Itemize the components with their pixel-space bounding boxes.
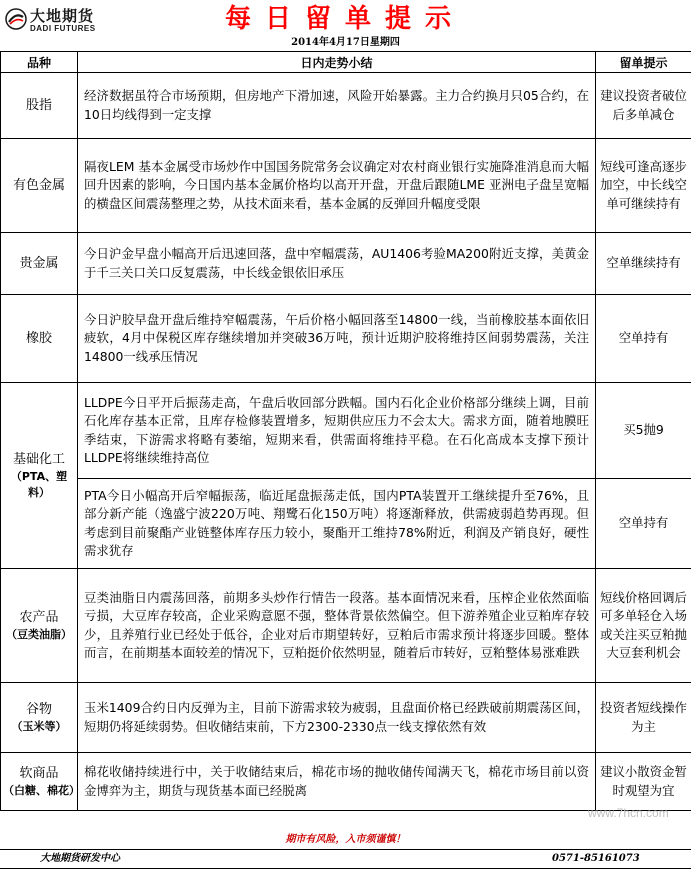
site-watermark: www.7hcn.com: [588, 806, 669, 820]
table-row: [1, 479, 691, 569]
company-logo: [2, 5, 120, 35]
row-category: 贵金属: [1, 233, 78, 295]
row-summary: 今日沪胶早盘开盘后维持窄幅震荡，午后价格小幅回落至14800一线，当前橡胶基本面依旧疲软，4月中保税区库存继续增加并突破36万吨，预计近期沪胶将维持区间弱势震荡，关注14800一线承压情况: [78, 295, 596, 383]
row-summary: 棉花收储持续进行中，关于收储结束后，棉花市场的抛收储传闻满天飞，棉花市场目前以资金博弈为主，期货与现货基本面已经脱离: [78, 753, 596, 811]
row-summary: 玉米1409合约日内反弹为主，目前下游需求较为疲弱，且盘面价格已经跌破前期震荡区间，短期仍将延续弱势。但收储结束前，下方2300-2330点一线支撑依然有效: [78, 683, 596, 753]
logo-chinese-name: 大地期货: [30, 7, 95, 25]
row-category: 基础化工 （PTA、塑料）: [1, 383, 78, 569]
row-summary: 隔夜LEM 基本金属受市场炒作中国国务院常务会议确定对农村商业银行实施降准消息而大幅回升因素的影响，今日国内基本金属价格均以高开开盘，开盘后跟随LME 亚洲电子盘呈宽幅的横盘区间震荡整理之势，从技术面来看，基本金属的反弹回升幅度受限: [78, 139, 596, 233]
row-category: 软商品 （白糖、棉花）: [1, 753, 78, 811]
report-date: 2014年4月17日星期四: [291, 37, 400, 48]
column-header-category: 品种: [1, 52, 78, 73]
row-category: 股指: [1, 73, 78, 139]
row-category: 橡胶: [1, 295, 78, 383]
table-header-row: [1, 52, 691, 73]
row-category: 谷物 （玉米等）: [1, 683, 78, 753]
bottom-divider: [0, 868, 691, 869]
logo-english-name: DADI FUTURES: [30, 24, 96, 33]
position-table: [0, 51, 691, 811]
table-row: [1, 139, 691, 233]
table-row: [1, 753, 691, 811]
contact-phone: 0571-85161073: [552, 853, 640, 864]
table-row: [1, 233, 691, 295]
row-tip: 投资者短线操作为主: [596, 683, 691, 753]
row-summary: PTA今日小幅高开后窄幅振荡，临近尾盘振荡走低，国内PTA装置开工继续提升至76%，且部分新产能（逸盛宁波220万吨、翔鹭石化150万吨）将逐渐释放，供需疲弱趋势再现。但考虑到目前聚酯产业链整体库存压力较小，聚酯开工维持78%附近，利润及产销良好，硬性需求犹存: [78, 479, 596, 569]
row-summary: 经济数据虽符合市场预期，但房地产下滑加速，风险开始暴露。主力合约换月只05合约，在10日均线得到一定支撑: [78, 73, 596, 139]
table-row: [1, 73, 691, 139]
research-center-name: 大地期货研发中心: [40, 853, 120, 864]
table-row: [1, 683, 691, 753]
row-tip: 空单持有: [596, 479, 691, 569]
row-tip: 建议小散资金暂时观望为宜: [596, 753, 691, 811]
table-row: [1, 295, 691, 383]
row-tip: 买5抛9: [596, 383, 691, 479]
row-summary: LLDPE今日平开后振荡走高，午盘后收回部分跌幅。国内石化企业价格部分继续上调，目前石化库存基本正常，且库存检修装置增多，短期供应压力不会太大。需求方面，随着地膜旺季结束，下游需求将略有萎缩，短期来看，供需面将维持平稳。在石化高成本支撑下预计LLDPE将继续维持高位: [78, 383, 596, 479]
row-category: 有色金属: [1, 139, 78, 233]
table-row: [1, 383, 691, 479]
page-title: 每日留单提示: [224, 4, 465, 34]
row-summary: 今日沪金早盘小幅高开后迅速回落，盘中窄幅震荡，AU1406考验MA200附近支撑，美黄金于千三关口关口反复震荡，中长线金银依旧承压: [78, 233, 596, 295]
column-header-summary: 日内走势小结: [78, 52, 596, 73]
row-category: 农产品 （豆类油脂）: [1, 569, 78, 683]
row-tip: 短线可逢高逐步加空，中长线空单可继续持有: [596, 139, 691, 233]
table-row: [1, 569, 691, 683]
row-tip: 短线价格回调后可多单轻仓入场或关注买豆粕抛大豆套利机会: [596, 569, 691, 683]
row-tip: 空单继续持有: [596, 233, 691, 295]
row-tip: 建议投资者破位后多单减仓: [596, 73, 691, 139]
row-summary: 豆类油脂日内震荡回落，前期多头炒作行情告一段落。基本面情况来看，压榨企业依然面临亏损，大豆库存较高，企业采购意愿不强，整体背景依然偏空。但下游养殖企业豆粕库存较少，且养殖行业已经处于低谷，企业对后市期望转好，豆粕后市需求预计将逐步回暖。整体而言，在前期基本面较差的情况下，豆粕挺价依然明显，随着后市转好，豆粕整体易涨难跌: [78, 569, 596, 683]
dadi-logo-icon: [5, 8, 27, 30]
risk-warning: 期市有风险，入市须谨慎！: [0, 830, 691, 850]
row-tip: 空单持有: [596, 295, 691, 383]
column-header-tip: 留单提示: [596, 52, 691, 73]
